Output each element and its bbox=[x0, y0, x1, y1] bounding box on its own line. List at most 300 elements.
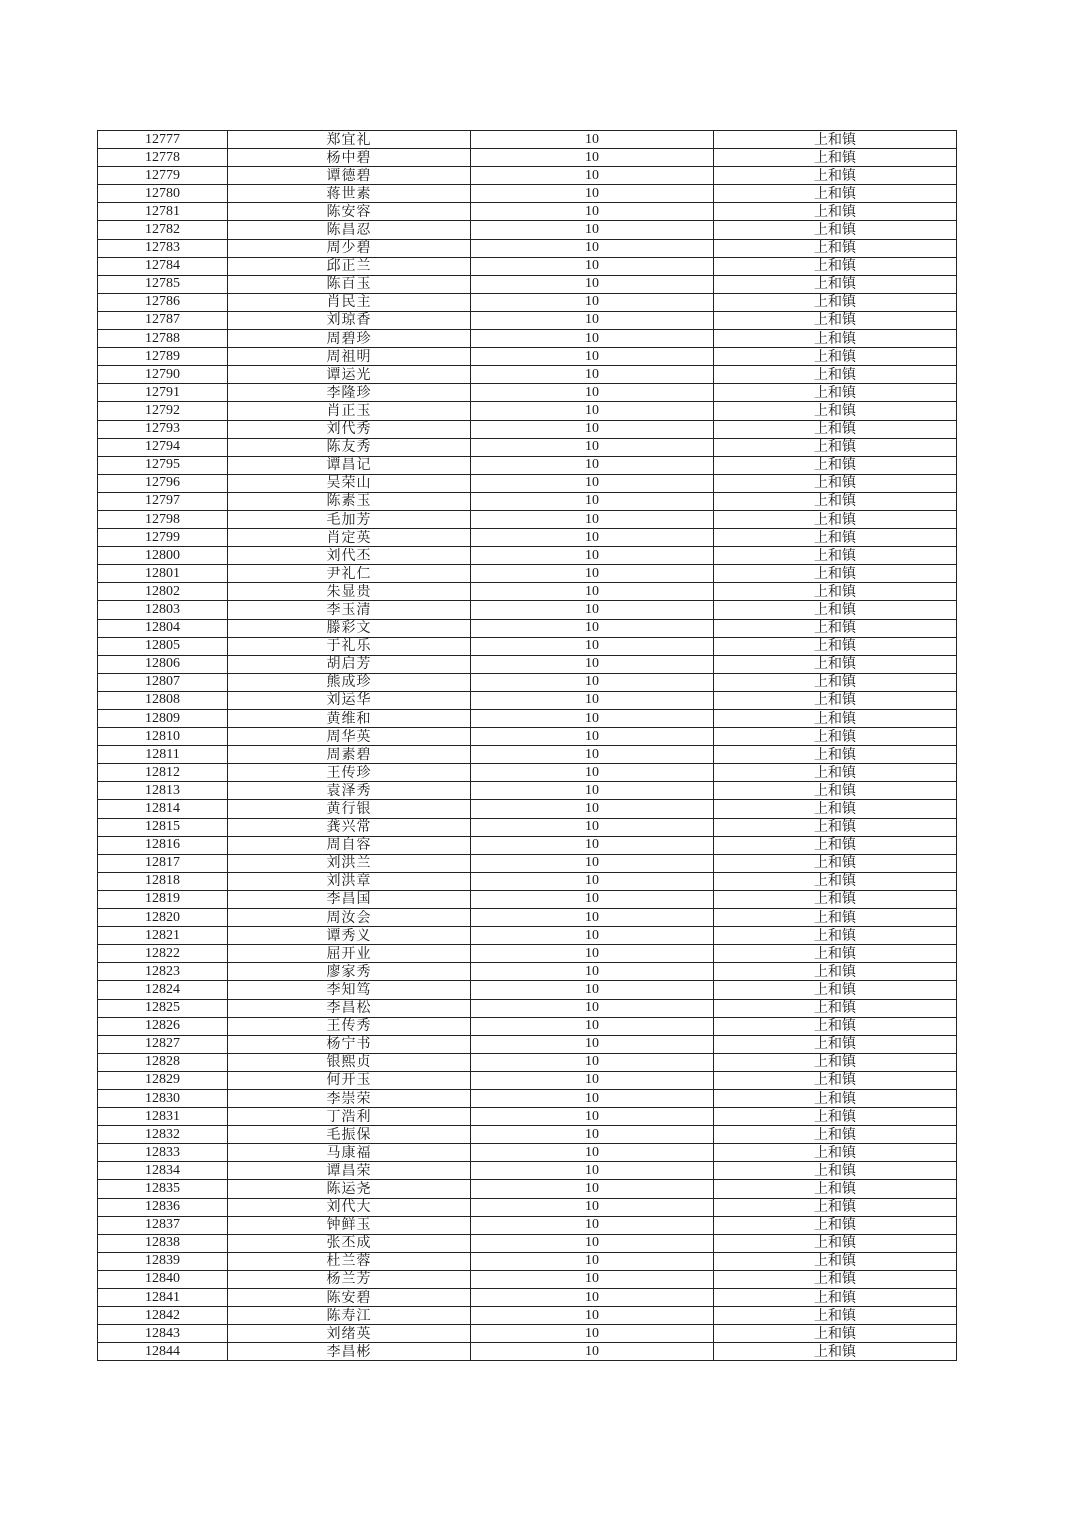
table-row bbox=[98, 999, 957, 1017]
cell-town: 上和镇 bbox=[714, 746, 957, 764]
cell-id: 12837 bbox=[98, 1216, 228, 1234]
cell-amount: 10 bbox=[471, 1053, 714, 1071]
cell-name: 刘运华 bbox=[228, 691, 471, 709]
table-row bbox=[98, 637, 957, 655]
table-row bbox=[98, 1252, 957, 1270]
cell-amount: 10 bbox=[471, 492, 714, 510]
cell-id: 12809 bbox=[98, 710, 228, 728]
cell-amount: 10 bbox=[471, 782, 714, 800]
cell-id: 12841 bbox=[98, 1289, 228, 1307]
cell-name: 王传秀 bbox=[228, 1017, 471, 1035]
roster-table-body bbox=[98, 131, 957, 1361]
cell-amount: 10 bbox=[471, 583, 714, 601]
cell-name: 钟鲜玉 bbox=[228, 1216, 471, 1234]
table-row bbox=[98, 293, 957, 311]
cell-id: 12826 bbox=[98, 1017, 228, 1035]
cell-town: 上和镇 bbox=[714, 890, 957, 908]
cell-amount: 10 bbox=[471, 1144, 714, 1162]
cell-id: 12817 bbox=[98, 854, 228, 872]
cell-id: 12833 bbox=[98, 1144, 228, 1162]
cell-town: 上和镇 bbox=[714, 185, 957, 203]
table-row bbox=[98, 601, 957, 619]
table-row bbox=[98, 221, 957, 239]
cell-town: 上和镇 bbox=[714, 420, 957, 438]
cell-name: 周素碧 bbox=[228, 746, 471, 764]
cell-amount: 10 bbox=[471, 764, 714, 782]
cell-amount: 10 bbox=[471, 167, 714, 185]
table-row bbox=[98, 909, 957, 927]
cell-town: 上和镇 bbox=[714, 1144, 957, 1162]
cell-id: 12792 bbox=[98, 402, 228, 420]
table-row bbox=[98, 203, 957, 221]
cell-amount: 10 bbox=[471, 872, 714, 890]
table-row bbox=[98, 510, 957, 528]
cell-town: 上和镇 bbox=[714, 583, 957, 601]
cell-town: 上和镇 bbox=[714, 818, 957, 836]
cell-id: 12820 bbox=[98, 909, 228, 927]
cell-name: 马康福 bbox=[228, 1144, 471, 1162]
cell-name: 谭秀义 bbox=[228, 927, 471, 945]
cell-id: 12831 bbox=[98, 1108, 228, 1126]
table-row bbox=[98, 890, 957, 908]
cell-town: 上和镇 bbox=[714, 1035, 957, 1053]
table-row bbox=[98, 348, 957, 366]
cell-amount: 10 bbox=[471, 981, 714, 999]
table-row bbox=[98, 420, 957, 438]
cell-town: 上和镇 bbox=[714, 1343, 957, 1361]
cell-amount: 10 bbox=[471, 1071, 714, 1089]
table-row bbox=[98, 1216, 957, 1234]
cell-name: 刘绪英 bbox=[228, 1325, 471, 1343]
cell-town: 上和镇 bbox=[714, 1289, 957, 1307]
table-row bbox=[98, 185, 957, 203]
cell-amount: 10 bbox=[471, 1289, 714, 1307]
cell-amount: 10 bbox=[471, 1216, 714, 1234]
table-row bbox=[98, 927, 957, 945]
cell-amount: 10 bbox=[471, 311, 714, 329]
cell-town: 上和镇 bbox=[714, 728, 957, 746]
table-row bbox=[98, 673, 957, 691]
cell-id: 12779 bbox=[98, 167, 228, 185]
cell-amount: 10 bbox=[471, 1126, 714, 1144]
cell-name: 邱正兰 bbox=[228, 257, 471, 275]
cell-town: 上和镇 bbox=[714, 909, 957, 927]
cell-amount: 10 bbox=[471, 854, 714, 872]
cell-name: 陈素玉 bbox=[228, 492, 471, 510]
cell-id: 12812 bbox=[98, 764, 228, 782]
cell-amount: 10 bbox=[471, 185, 714, 203]
table-row bbox=[98, 149, 957, 167]
cell-amount: 10 bbox=[471, 402, 714, 420]
cell-name: 周少碧 bbox=[228, 239, 471, 257]
cell-name: 肖定英 bbox=[228, 529, 471, 547]
table-row bbox=[98, 1126, 957, 1144]
cell-name: 朱显贵 bbox=[228, 583, 471, 601]
cell-id: 12784 bbox=[98, 257, 228, 275]
cell-amount: 10 bbox=[471, 293, 714, 311]
cell-amount: 10 bbox=[471, 275, 714, 293]
table-row bbox=[98, 1270, 957, 1288]
cell-name: 于礼乐 bbox=[228, 637, 471, 655]
cell-town: 上和镇 bbox=[714, 619, 957, 637]
cell-amount: 10 bbox=[471, 1162, 714, 1180]
table-row bbox=[98, 710, 957, 728]
cell-name: 周华英 bbox=[228, 728, 471, 746]
table-row bbox=[98, 963, 957, 981]
cell-town: 上和镇 bbox=[714, 167, 957, 185]
table-row bbox=[98, 619, 957, 637]
cell-id: 12789 bbox=[98, 348, 228, 366]
cell-id: 12800 bbox=[98, 547, 228, 565]
table-row bbox=[98, 366, 957, 384]
cell-name: 滕彩文 bbox=[228, 619, 471, 637]
cell-amount: 10 bbox=[471, 131, 714, 149]
cell-name: 蒋世素 bbox=[228, 185, 471, 203]
cell-amount: 10 bbox=[471, 637, 714, 655]
table-row bbox=[98, 1180, 957, 1198]
cell-name: 刘代丕 bbox=[228, 547, 471, 565]
cell-town: 上和镇 bbox=[714, 149, 957, 167]
cell-town: 上和镇 bbox=[714, 311, 957, 329]
cell-id: 12814 bbox=[98, 800, 228, 818]
cell-id: 12796 bbox=[98, 474, 228, 492]
cell-amount: 10 bbox=[471, 1343, 714, 1361]
cell-name: 周汝会 bbox=[228, 909, 471, 927]
cell-town: 上和镇 bbox=[714, 257, 957, 275]
cell-town: 上和镇 bbox=[714, 854, 957, 872]
cell-id: 12777 bbox=[98, 131, 228, 149]
cell-name: 吴荣山 bbox=[228, 474, 471, 492]
table-row bbox=[98, 764, 957, 782]
cell-name: 刘代大 bbox=[228, 1198, 471, 1216]
cell-name: 谭德碧 bbox=[228, 167, 471, 185]
cell-name: 张丕成 bbox=[228, 1234, 471, 1252]
table-row bbox=[98, 275, 957, 293]
table-row bbox=[98, 1071, 957, 1089]
table-row bbox=[98, 330, 957, 348]
cell-town: 上和镇 bbox=[714, 239, 957, 257]
table-row bbox=[98, 1108, 957, 1126]
table-row bbox=[98, 1089, 957, 1107]
cell-amount: 10 bbox=[471, 945, 714, 963]
table-row bbox=[98, 782, 957, 800]
cell-name: 杨兰芳 bbox=[228, 1270, 471, 1288]
cell-name: 李知笃 bbox=[228, 981, 471, 999]
cell-id: 12807 bbox=[98, 673, 228, 691]
table-row bbox=[98, 1234, 957, 1252]
cell-id: 12816 bbox=[98, 836, 228, 854]
cell-town: 上和镇 bbox=[714, 221, 957, 239]
cell-name: 周祖明 bbox=[228, 348, 471, 366]
cell-name: 陈友秀 bbox=[228, 438, 471, 456]
cell-town: 上和镇 bbox=[714, 384, 957, 402]
cell-name: 谭昌记 bbox=[228, 456, 471, 474]
cell-id: 12819 bbox=[98, 890, 228, 908]
cell-amount: 10 bbox=[471, 728, 714, 746]
cell-name: 陈安碧 bbox=[228, 1289, 471, 1307]
cell-town: 上和镇 bbox=[714, 1180, 957, 1198]
cell-name: 刘代秀 bbox=[228, 420, 471, 438]
table-row bbox=[98, 1198, 957, 1216]
cell-town: 上和镇 bbox=[714, 293, 957, 311]
cell-amount: 10 bbox=[471, 330, 714, 348]
roster-table bbox=[97, 130, 957, 1361]
cell-town: 上和镇 bbox=[714, 402, 957, 420]
cell-town: 上和镇 bbox=[714, 1017, 957, 1035]
cell-id: 12803 bbox=[98, 601, 228, 619]
cell-town: 上和镇 bbox=[714, 1089, 957, 1107]
table-row bbox=[98, 746, 957, 764]
cell-town: 上和镇 bbox=[714, 1162, 957, 1180]
cell-town: 上和镇 bbox=[714, 836, 957, 854]
cell-id: 12778 bbox=[98, 149, 228, 167]
cell-town: 上和镇 bbox=[714, 275, 957, 293]
cell-name: 谭运光 bbox=[228, 366, 471, 384]
cell-amount: 10 bbox=[471, 836, 714, 854]
cell-town: 上和镇 bbox=[714, 963, 957, 981]
table-row bbox=[98, 1289, 957, 1307]
cell-id: 12806 bbox=[98, 655, 228, 673]
cell-town: 上和镇 bbox=[714, 529, 957, 547]
table-row bbox=[98, 1035, 957, 1053]
cell-town: 上和镇 bbox=[714, 1216, 957, 1234]
cell-id: 12786 bbox=[98, 293, 228, 311]
cell-name: 毛振保 bbox=[228, 1126, 471, 1144]
cell-amount: 10 bbox=[471, 366, 714, 384]
cell-town: 上和镇 bbox=[714, 691, 957, 709]
cell-amount: 10 bbox=[471, 239, 714, 257]
cell-amount: 10 bbox=[471, 547, 714, 565]
table-row bbox=[98, 945, 957, 963]
cell-town: 上和镇 bbox=[714, 1126, 957, 1144]
cell-town: 上和镇 bbox=[714, 1270, 957, 1288]
cell-amount: 10 bbox=[471, 203, 714, 221]
table-row bbox=[98, 565, 957, 583]
table-row bbox=[98, 691, 957, 709]
cell-id: 12790 bbox=[98, 366, 228, 384]
cell-name: 毛加芳 bbox=[228, 510, 471, 528]
cell-id: 12843 bbox=[98, 1325, 228, 1343]
cell-town: 上和镇 bbox=[714, 1108, 957, 1126]
table-row bbox=[98, 854, 957, 872]
cell-id: 12808 bbox=[98, 691, 228, 709]
cell-town: 上和镇 bbox=[714, 1198, 957, 1216]
cell-amount: 10 bbox=[471, 149, 714, 167]
cell-name: 何开玉 bbox=[228, 1071, 471, 1089]
table-row bbox=[98, 529, 957, 547]
table-row bbox=[98, 402, 957, 420]
cell-id: 12840 bbox=[98, 1270, 228, 1288]
cell-name: 谭昌荣 bbox=[228, 1162, 471, 1180]
cell-town: 上和镇 bbox=[714, 1307, 957, 1325]
cell-town: 上和镇 bbox=[714, 637, 957, 655]
cell-id: 12835 bbox=[98, 1180, 228, 1198]
table-row bbox=[98, 311, 957, 329]
cell-id: 12797 bbox=[98, 492, 228, 510]
cell-id: 12838 bbox=[98, 1234, 228, 1252]
table-row bbox=[98, 1343, 957, 1361]
cell-name: 银熙贞 bbox=[228, 1053, 471, 1071]
table-row bbox=[98, 384, 957, 402]
cell-town: 上和镇 bbox=[714, 1071, 957, 1089]
cell-name: 李昌松 bbox=[228, 999, 471, 1017]
cell-amount: 10 bbox=[471, 1270, 714, 1288]
cell-amount: 10 bbox=[471, 420, 714, 438]
cell-name: 刘洪章 bbox=[228, 872, 471, 890]
cell-town: 上和镇 bbox=[714, 547, 957, 565]
cell-town: 上和镇 bbox=[714, 510, 957, 528]
cell-amount: 10 bbox=[471, 710, 714, 728]
table-row bbox=[98, 1053, 957, 1071]
cell-amount: 10 bbox=[471, 746, 714, 764]
cell-id: 12802 bbox=[98, 583, 228, 601]
cell-id: 12839 bbox=[98, 1252, 228, 1270]
cell-amount: 10 bbox=[471, 529, 714, 547]
cell-name: 肖正玉 bbox=[228, 402, 471, 420]
cell-amount: 10 bbox=[471, 601, 714, 619]
cell-amount: 10 bbox=[471, 1017, 714, 1035]
cell-id: 12828 bbox=[98, 1053, 228, 1071]
cell-name: 陈运尧 bbox=[228, 1180, 471, 1198]
cell-name: 丁浩利 bbox=[228, 1108, 471, 1126]
cell-name: 熊成珍 bbox=[228, 673, 471, 691]
cell-id: 12823 bbox=[98, 963, 228, 981]
table-row bbox=[98, 872, 957, 890]
cell-name: 肖民主 bbox=[228, 293, 471, 311]
table-row bbox=[98, 239, 957, 257]
cell-amount: 10 bbox=[471, 619, 714, 637]
cell-id: 12785 bbox=[98, 275, 228, 293]
cell-town: 上和镇 bbox=[714, 565, 957, 583]
cell-amount: 10 bbox=[471, 927, 714, 945]
table-row bbox=[98, 131, 957, 149]
cell-amount: 10 bbox=[471, 221, 714, 239]
cell-amount: 10 bbox=[471, 1035, 714, 1053]
cell-town: 上和镇 bbox=[714, 474, 957, 492]
cell-id: 12818 bbox=[98, 872, 228, 890]
cell-town: 上和镇 bbox=[714, 872, 957, 890]
cell-id: 12798 bbox=[98, 510, 228, 528]
table-row bbox=[98, 438, 957, 456]
cell-name: 李崇荣 bbox=[228, 1089, 471, 1107]
cell-name: 李昌国 bbox=[228, 890, 471, 908]
cell-town: 上和镇 bbox=[714, 203, 957, 221]
table-row bbox=[98, 818, 957, 836]
cell-id: 12801 bbox=[98, 565, 228, 583]
cell-id: 12780 bbox=[98, 185, 228, 203]
cell-name: 陈寿江 bbox=[228, 1307, 471, 1325]
cell-name: 陈百玉 bbox=[228, 275, 471, 293]
cell-id: 12827 bbox=[98, 1035, 228, 1053]
cell-id: 12815 bbox=[98, 818, 228, 836]
cell-name: 黄行银 bbox=[228, 800, 471, 818]
cell-name: 杨中碧 bbox=[228, 149, 471, 167]
cell-town: 上和镇 bbox=[714, 800, 957, 818]
cell-amount: 10 bbox=[471, 673, 714, 691]
cell-amount: 10 bbox=[471, 1252, 714, 1270]
cell-id: 12822 bbox=[98, 945, 228, 963]
cell-id: 12825 bbox=[98, 999, 228, 1017]
cell-town: 上和镇 bbox=[714, 945, 957, 963]
table-row bbox=[98, 474, 957, 492]
cell-name: 李玉清 bbox=[228, 601, 471, 619]
table-row bbox=[98, 257, 957, 275]
cell-name: 袁泽秀 bbox=[228, 782, 471, 800]
cell-amount: 10 bbox=[471, 655, 714, 673]
cell-id: 12844 bbox=[98, 1343, 228, 1361]
cell-id: 12836 bbox=[98, 1198, 228, 1216]
cell-id: 12813 bbox=[98, 782, 228, 800]
cell-id: 12821 bbox=[98, 927, 228, 945]
cell-id: 12793 bbox=[98, 420, 228, 438]
cell-id: 12830 bbox=[98, 1089, 228, 1107]
cell-amount: 10 bbox=[471, 1307, 714, 1325]
cell-name: 刘洪兰 bbox=[228, 854, 471, 872]
cell-town: 上和镇 bbox=[714, 1325, 957, 1343]
cell-name: 周自容 bbox=[228, 836, 471, 854]
cell-town: 上和镇 bbox=[714, 492, 957, 510]
cell-id: 12842 bbox=[98, 1307, 228, 1325]
table-row bbox=[98, 1144, 957, 1162]
cell-town: 上和镇 bbox=[714, 348, 957, 366]
cell-town: 上和镇 bbox=[714, 782, 957, 800]
cell-amount: 10 bbox=[471, 565, 714, 583]
cell-id: 12799 bbox=[98, 529, 228, 547]
cell-amount: 10 bbox=[471, 456, 714, 474]
table-row bbox=[98, 492, 957, 510]
table-row bbox=[98, 167, 957, 185]
cell-amount: 10 bbox=[471, 909, 714, 927]
cell-town: 上和镇 bbox=[714, 710, 957, 728]
cell-id: 12834 bbox=[98, 1162, 228, 1180]
cell-name: 李隆珍 bbox=[228, 384, 471, 402]
cell-amount: 10 bbox=[471, 474, 714, 492]
cell-amount: 10 bbox=[471, 1089, 714, 1107]
cell-town: 上和镇 bbox=[714, 764, 957, 782]
cell-id: 12810 bbox=[98, 728, 228, 746]
table-row bbox=[98, 655, 957, 673]
cell-id: 12804 bbox=[98, 619, 228, 637]
cell-id: 12783 bbox=[98, 239, 228, 257]
cell-amount: 10 bbox=[471, 691, 714, 709]
table-row bbox=[98, 728, 957, 746]
cell-id: 12782 bbox=[98, 221, 228, 239]
cell-amount: 10 bbox=[471, 1180, 714, 1198]
cell-id: 12781 bbox=[98, 203, 228, 221]
cell-amount: 10 bbox=[471, 1108, 714, 1126]
cell-name: 胡启芳 bbox=[228, 655, 471, 673]
cell-id: 12811 bbox=[98, 746, 228, 764]
table-row bbox=[98, 1162, 957, 1180]
cell-name: 郑宜礼 bbox=[228, 131, 471, 149]
cell-town: 上和镇 bbox=[714, 1252, 957, 1270]
cell-amount: 10 bbox=[471, 438, 714, 456]
table-row bbox=[98, 800, 957, 818]
table-row bbox=[98, 547, 957, 565]
cell-town: 上和镇 bbox=[714, 438, 957, 456]
table-row bbox=[98, 1307, 957, 1325]
cell-amount: 10 bbox=[471, 348, 714, 366]
cell-amount: 10 bbox=[471, 800, 714, 818]
cell-town: 上和镇 bbox=[714, 330, 957, 348]
cell-amount: 10 bbox=[471, 999, 714, 1017]
cell-name: 陈昌忍 bbox=[228, 221, 471, 239]
cell-amount: 10 bbox=[471, 1198, 714, 1216]
cell-town: 上和镇 bbox=[714, 655, 957, 673]
cell-name: 刘琼香 bbox=[228, 311, 471, 329]
cell-id: 12788 bbox=[98, 330, 228, 348]
table-row bbox=[98, 456, 957, 474]
